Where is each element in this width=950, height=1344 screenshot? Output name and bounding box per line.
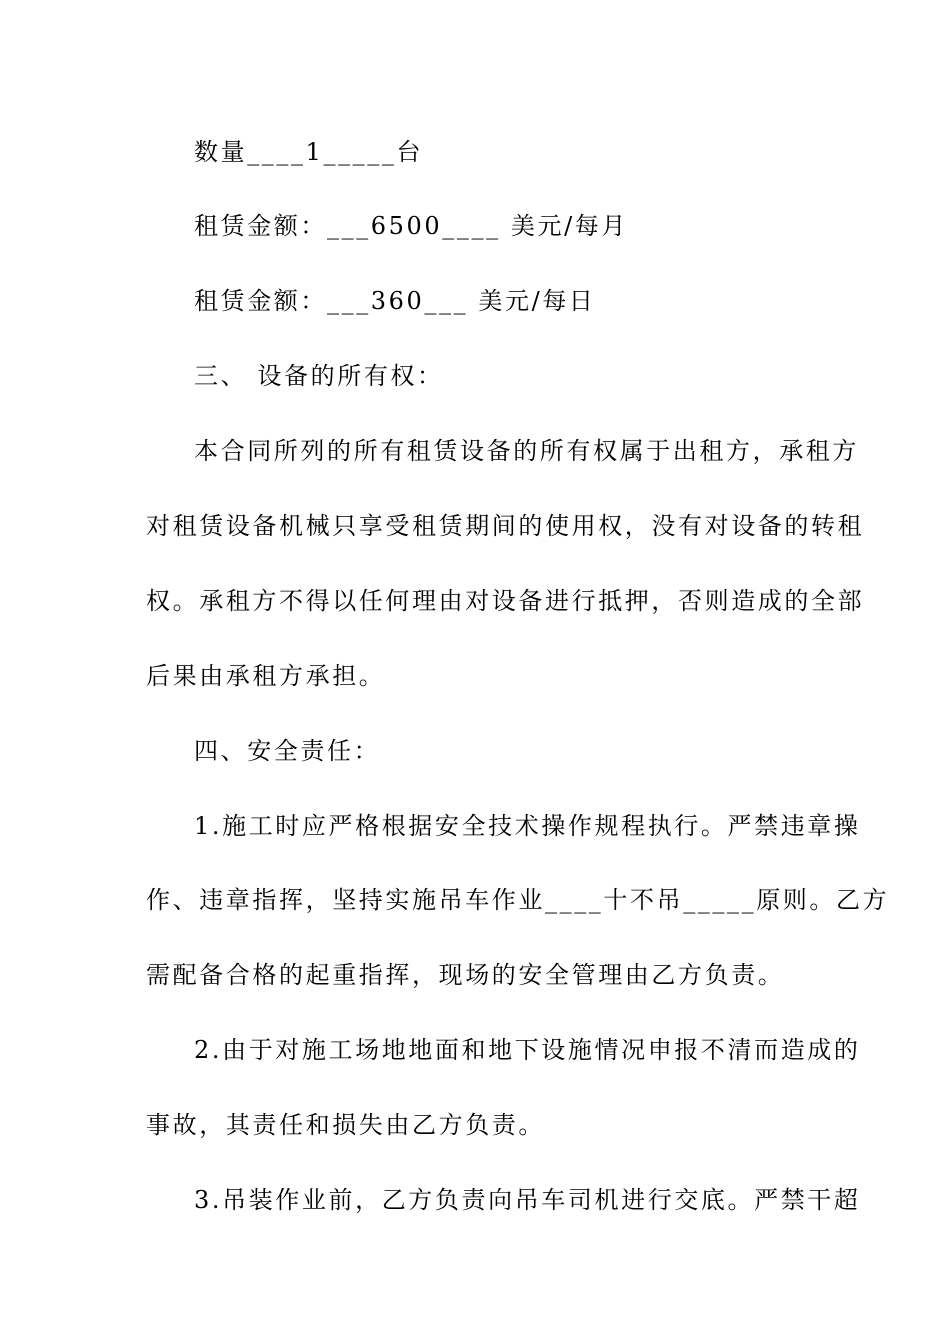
rent-daily-line: 租赁金额：___360___ 美元/每日	[194, 287, 596, 315]
safety-item-3-line-1: 3.吊装作业前，乙方负责向吊车司机进行交底。严禁干超	[194, 1186, 861, 1214]
safety-item-2-line-1: 2.由于对施工场地地面和地下设施情况申报不清而造成的	[194, 1036, 861, 1064]
safety-item-2-line-2: 事故，其责任和损失由乙方负责。	[146, 1111, 545, 1139]
safety-item-1-line-2: 作、违章指挥，坚持实施吊车作业____十不吊_____原则。乙方	[146, 886, 890, 914]
ownership-paragraph-line-3: 权。承租方不得以任何理由对设备进行抵押，否则造成的全部	[146, 587, 865, 615]
safety-item-1-line-1: 1.施工时应严格根据安全技术操作规程执行。严禁违章操	[194, 812, 861, 840]
ownership-paragraph-line-4: 后果由承租方承担。	[146, 662, 386, 690]
ownership-paragraph-line-2: 对租赁设备机械只享受租赁期间的使用权，没有对设备的转租	[146, 512, 865, 540]
quantity-line: 数量____1_____台	[194, 138, 424, 166]
section-ownership-heading: 三、 设备的所有权：	[194, 362, 444, 390]
safety-item-1-line-3: 需配备合格的起重指挥，现场的安全管理由乙方负责。	[146, 961, 785, 989]
ownership-paragraph-line-1: 本合同所列的所有租赁设备的所有权属于出租方，承租方	[194, 437, 859, 465]
section-safety-heading: 四、安全责任：	[194, 737, 381, 765]
rent-monthly-line: 租赁金额：___6500____ 美元/每月	[194, 212, 628, 240]
